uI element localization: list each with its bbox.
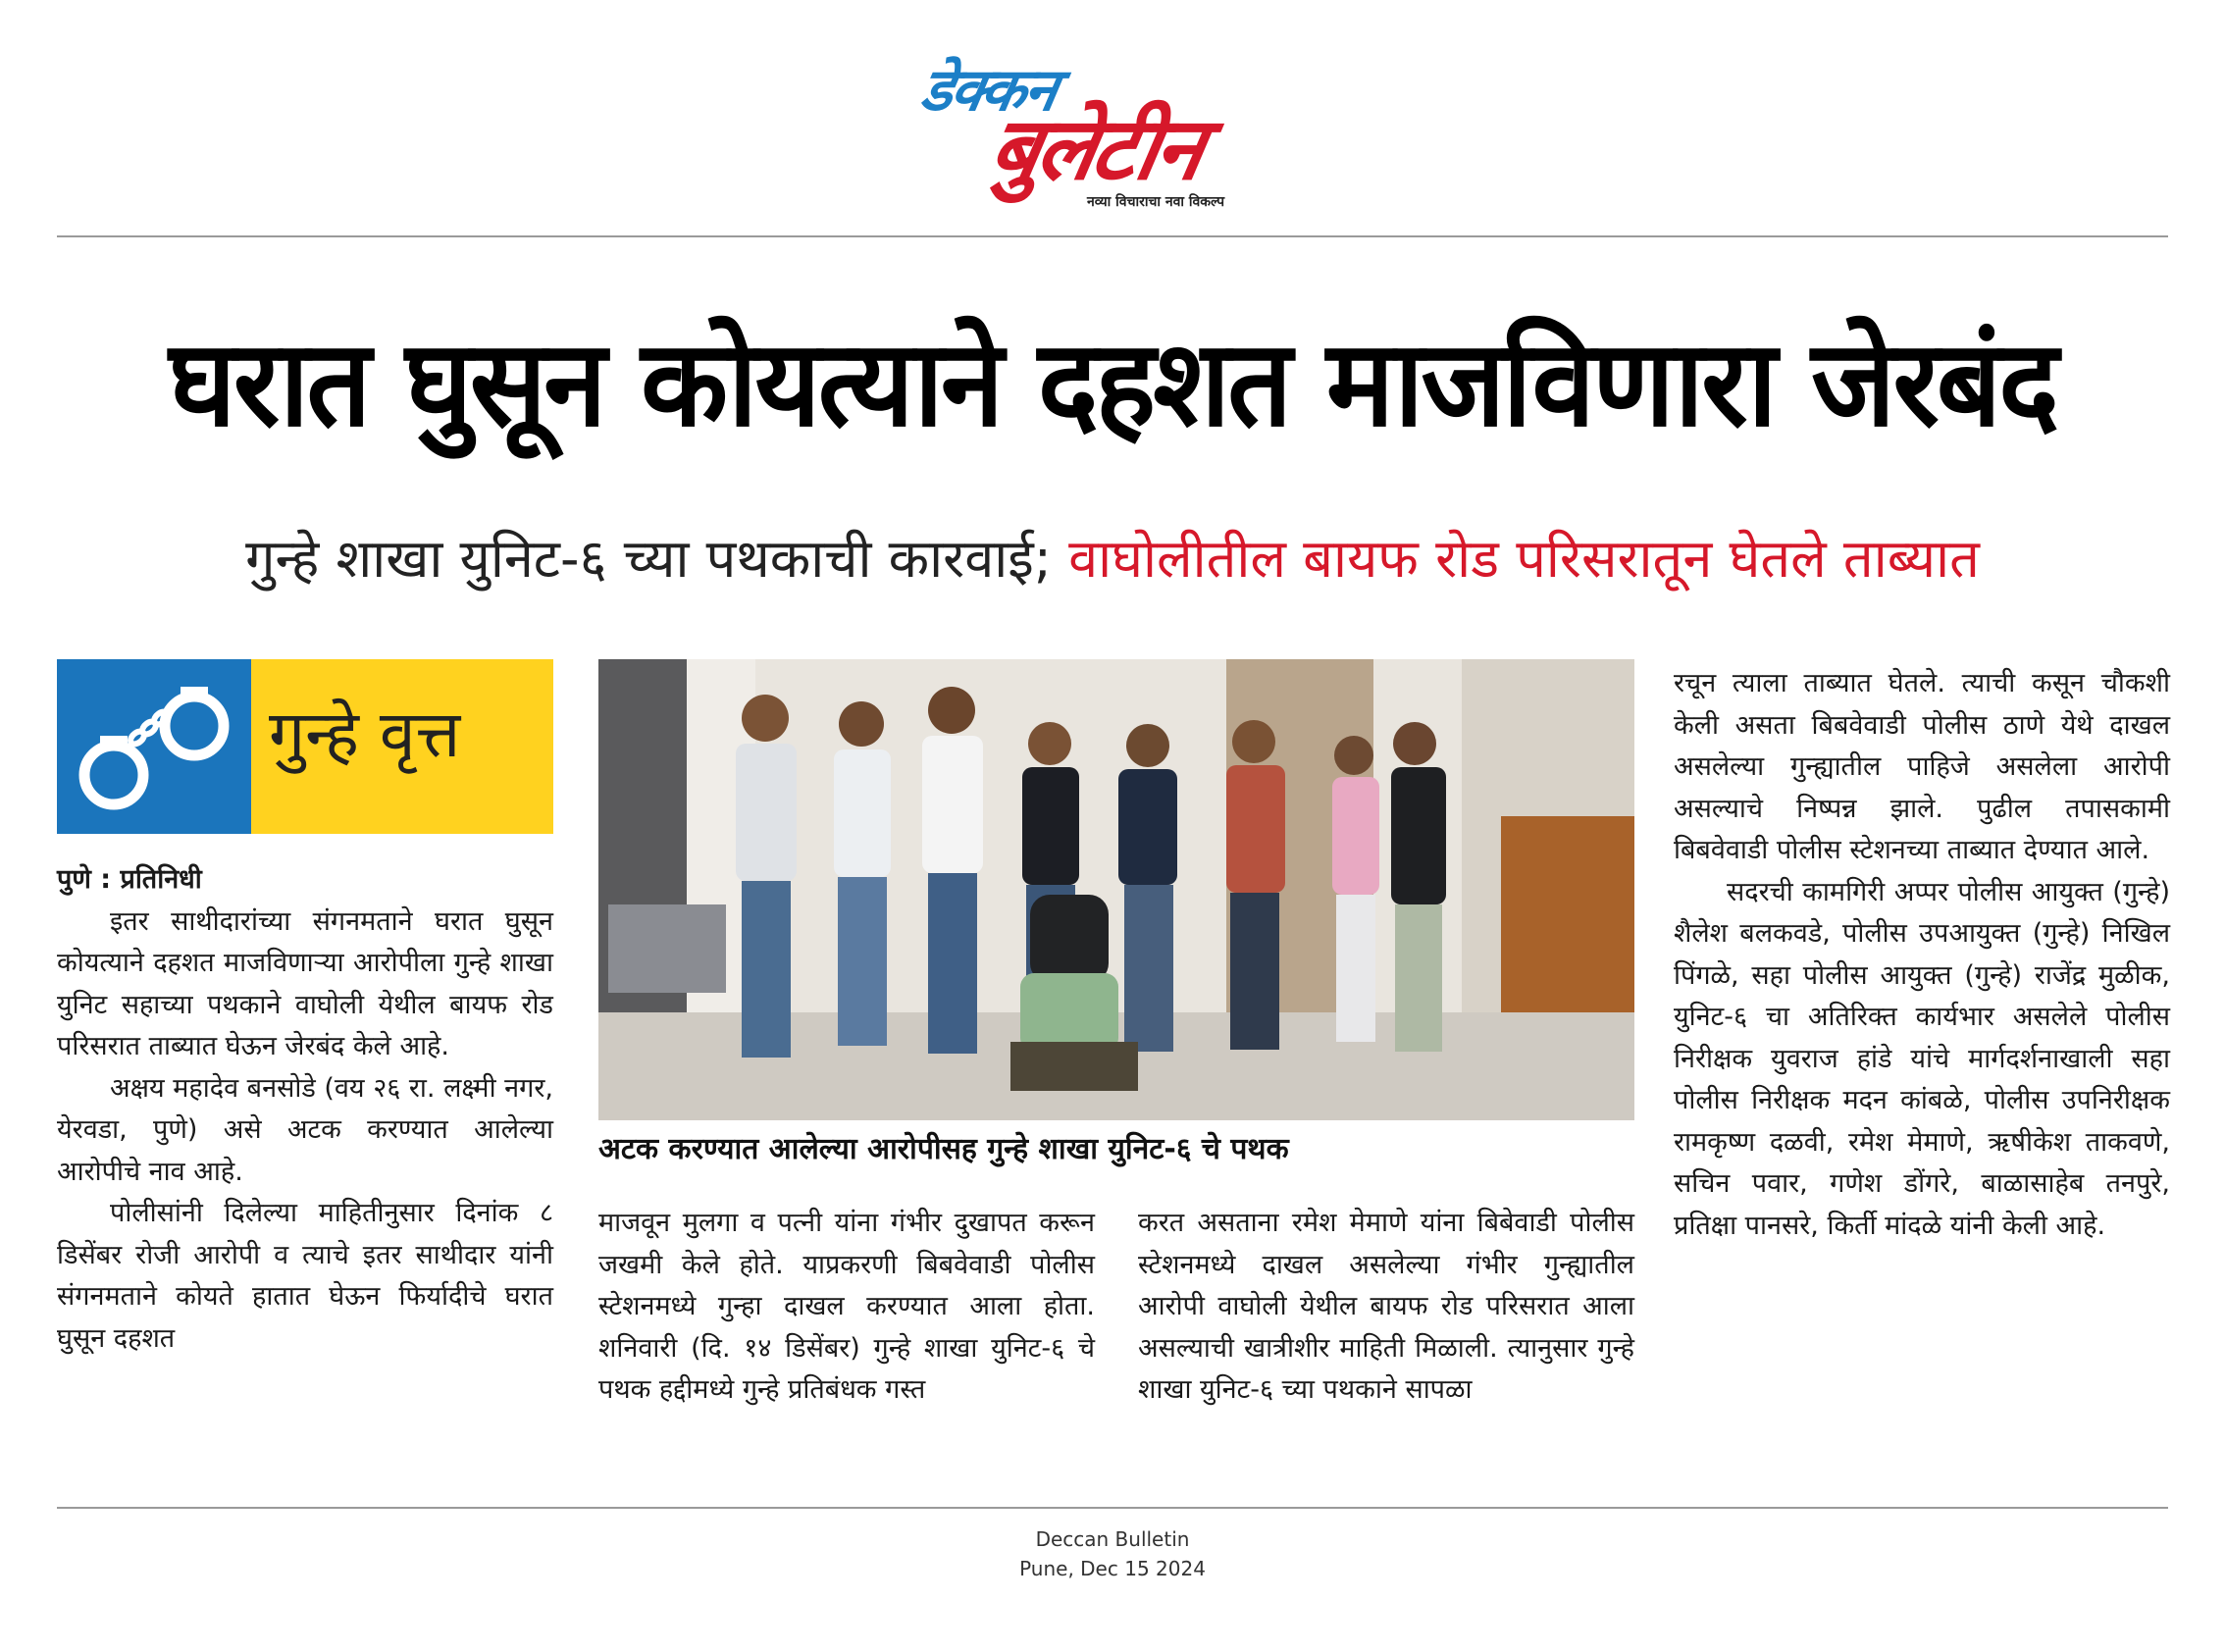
article-column-4 (1674, 663, 2170, 1247)
paragraph: रचून त्याला ताब्यात घेतले. त्याची कसून चौकशी केली असता बिबवेवाडी पोलीस ठाणे येथे दाखल असलेल्या गुन्ह्यातील पाहिजे असलेला आरोपी असल्याचे निष्पन्न झाले. पुढील तपासकामी बिबवेवाडी पोलीस स्टेशनच्या ताब्यात देण्यात आले. (1674, 668, 2170, 865)
paragraph: पोलीसांनी दिलेल्या माहितीनुसार दिनांक ८ डिसेंबर रोजी आरोपी व त्याचे इतर साथीदार यांनी संगनमताने कोयते हातात घेऊन फिर्यादीचे घरात घुसून दहशत (57, 1198, 553, 1354)
photo-caption: अटक करण्यात आलेल्या आरोपीसह गुन्हे शाखा युनिट-६ चे पथक (598, 1132, 1289, 1166)
crime-news-badge (57, 659, 553, 834)
paragraph: माजवून मुलगा व पत्नी यांना गंभीर दुखापत करून जखमी केले होते. याप्रकरणी बिबवेवाडी पोलीस स्टेशनमध्ये गुन्हा दाखल करण्यात आला होता. शनिवारी (दि. १४ डिसेंबर) गुन्हे शाखा युनिट-६ चे पथक हद्दीमध्ये गुन्हे प्रतिबंधक गस्त (598, 1208, 1095, 1405)
logo-tagline: नव्या विचाराचा नवा विकल्प (1087, 194, 1225, 210)
handcuffs-icon (57, 659, 251, 834)
badge-icon-panel (57, 659, 251, 834)
group-photo-illustration (598, 659, 1634, 1120)
article-column-3 (1138, 1203, 1634, 1412)
logo-bottom-word: बुलेटीन (982, 98, 1211, 199)
article-column-2 (598, 1203, 1095, 1412)
subheadline-part-2: वाघोलीतील बायफ रोड परिसरातून घेतले ताब्यात (1068, 528, 1980, 590)
paragraph: सदरची कामगिरी अप्पर पोलीस आयुक्त (गुन्हे) शैलेश बलकवडे, पोलीस उपआयुक्त (गुन्हे) निखिल पिंगळे, सहा पोलीस आयुक्त (गुन्हे) राजेंद्र मुळीक, युनिट-६ चा अतिरिक्त कार्यभार असलेले पोलीस निरीक्षक युवराज हांडे यांचे मार्गदर्शनाखाली सहा पोलीस निरीक्षक मदन कांबळे, पोलीस उपनिरीक्षक रामकृष्ण दळवी, रमेश मेमाणे, ऋषीकेश ताकवणे, सचिन पवार, गणेश डोंगरे, बाळासाहेब तनपुरे, प्रतिक्षा पानसरे, किर्ती मांदळे यांनी केली आहे. (1674, 876, 2170, 1241)
footer-place-date: Pune, Dec 15 2024 (1019, 1557, 1206, 1580)
top-divider (57, 235, 2168, 237)
badge-label: गुन्हे वृत्त (269, 697, 461, 772)
paragraph: इतर साथीदारांच्या संगनमताने घरात घुसून कोयत्याने दहशत माजविणाऱ्या आरोपीला गुन्हे शाखा युनिट सहाच्या पथकाने वाघोली येथील बायफ रोड परिसरात ताब्यात घेऊन जेरबंद केले आहे. (57, 905, 553, 1061)
paragraph: अक्षय महादेव बनसोडे (वय २६ रा. लक्ष्मी नगर, येरवडा, पुणे) असे अटक करण्यात आलेल्या आरोपीचे नाव आहे. (57, 1072, 553, 1187)
bottom-divider (57, 1507, 2168, 1509)
subheadline-part-1: गुन्हे शाखा युनिट-६ च्या पथकाची कारवाई; (245, 528, 1069, 590)
paragraph: करत असताना रमेश मेमाणे यांना बिबेवाडी पोलीस स्टेशनमध्ये दाखल असलेल्या गंभीर गुन्ह्यातील आरोपी वाघोली येथील बायफ रोड परिसरात आला असल्याची खात्रीशीर माहिती मिळाली. त्यानुसार गुन्हे शाखा युनिट-६ च्या पथकाने सापळा (1138, 1208, 1634, 1405)
headline: घरात घुसून कोयत्याने दहशत माजविणारा जेरबंद (169, 314, 2056, 453)
subheadline (57, 520, 2168, 598)
dateline: पुणे : प्रतिनिधी (57, 864, 202, 895)
footer-publication: Deccan Bulletin (1035, 1527, 1190, 1551)
logo-top-word: डेक्कन (915, 56, 1061, 125)
news-photo (598, 659, 1634, 1120)
footer (0, 1524, 2225, 1583)
article-column-1 (57, 859, 553, 1360)
